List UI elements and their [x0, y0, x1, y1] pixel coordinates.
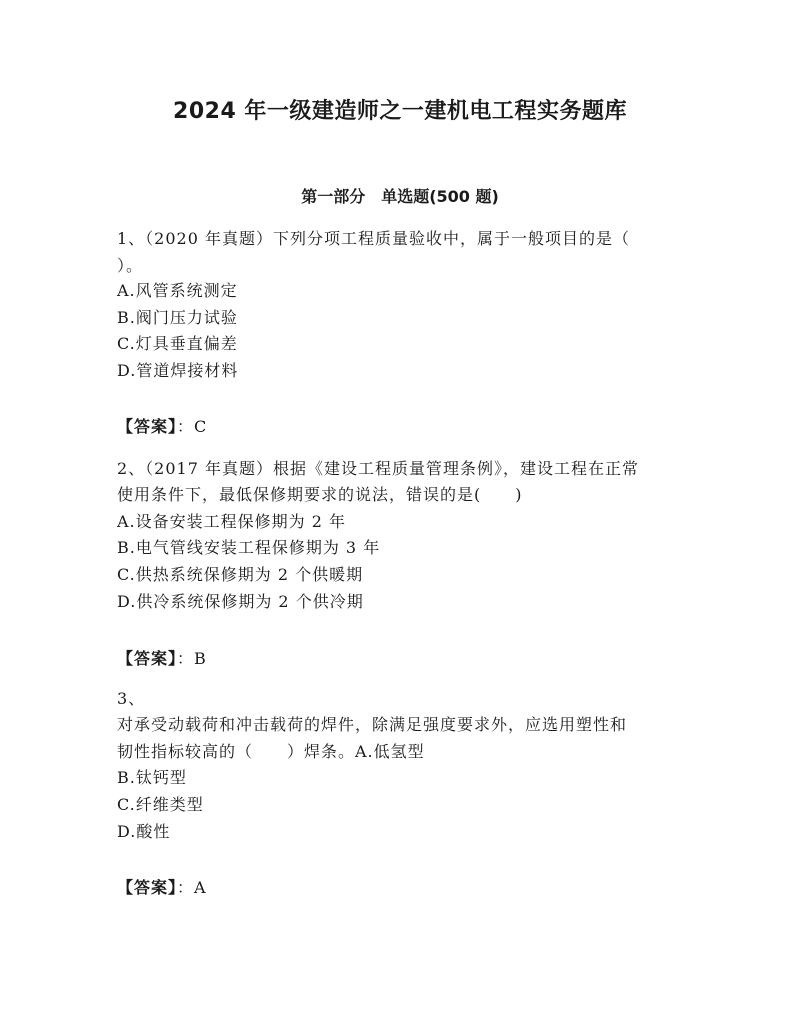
question-1-option-b: B.阀门压力试验	[117, 308, 238, 327]
document-title: 2024 年一级建造师之一建机电工程实务题库	[173, 99, 627, 124]
question-3-stem-line-2: 对承受动载荷和冲击载荷的焊件，除满足强度要求外，应选用塑性和	[117, 715, 628, 734]
question-2-answer	[117, 648, 207, 670]
answer-label: 【答案】	[117, 417, 178, 436]
question-2-stem-line-2: 使用条件下，最低保修期要求的说法，错误的是( )	[117, 485, 523, 504]
answer-value: ：A	[177, 878, 207, 897]
question-3-option-b: B.钛钙型	[117, 768, 187, 787]
question-1-option-a: A.风管系统测定	[117, 281, 238, 300]
question-1-option-c: C.灯具垂直偏差	[117, 334, 238, 353]
question-3-stem-line-1: 3、	[117, 689, 146, 708]
question-2-option-a: A.设备安装工程保修期为 2 年	[117, 512, 346, 531]
question-1-answer	[117, 416, 207, 438]
question-1-option-d: D.管道焊接材料	[117, 361, 239, 380]
question-2-stem-line-1: 2、（2017 年真题）根据《建设工程质量管理条例》，建设工程在正常	[117, 459, 639, 478]
question-2-option-c: C.供热系统保修期为 2 个供暖期	[117, 565, 364, 584]
question-3-stem-line-3: 韧性指标较高的（ ）焊条。A.低氢型	[117, 742, 425, 761]
question-1-stem-line-2: ）。	[117, 256, 144, 275]
answer-value: ：B	[177, 649, 207, 668]
answer-value: ：C	[177, 417, 208, 436]
question-2-option-b: B.电气管线安装工程保修期为 3 年	[117, 538, 381, 557]
question-3-option-c: C.纤维类型	[117, 795, 204, 814]
question-2-option-d: D.供冷系统保修期为 2 个供冷期	[117, 592, 364, 611]
question-1-stem-line-1: 1、（2020 年真题）下列分项工程质量验收中，属于一般项目的是（	[117, 229, 630, 248]
question-3-option-d: D.酸性	[117, 822, 171, 841]
answer-label: 【答案】	[117, 649, 178, 668]
answer-label: 【答案】	[117, 878, 178, 897]
question-3-answer	[117, 877, 207, 899]
section-title: 第一部分 单选题(500 题)	[301, 187, 499, 206]
